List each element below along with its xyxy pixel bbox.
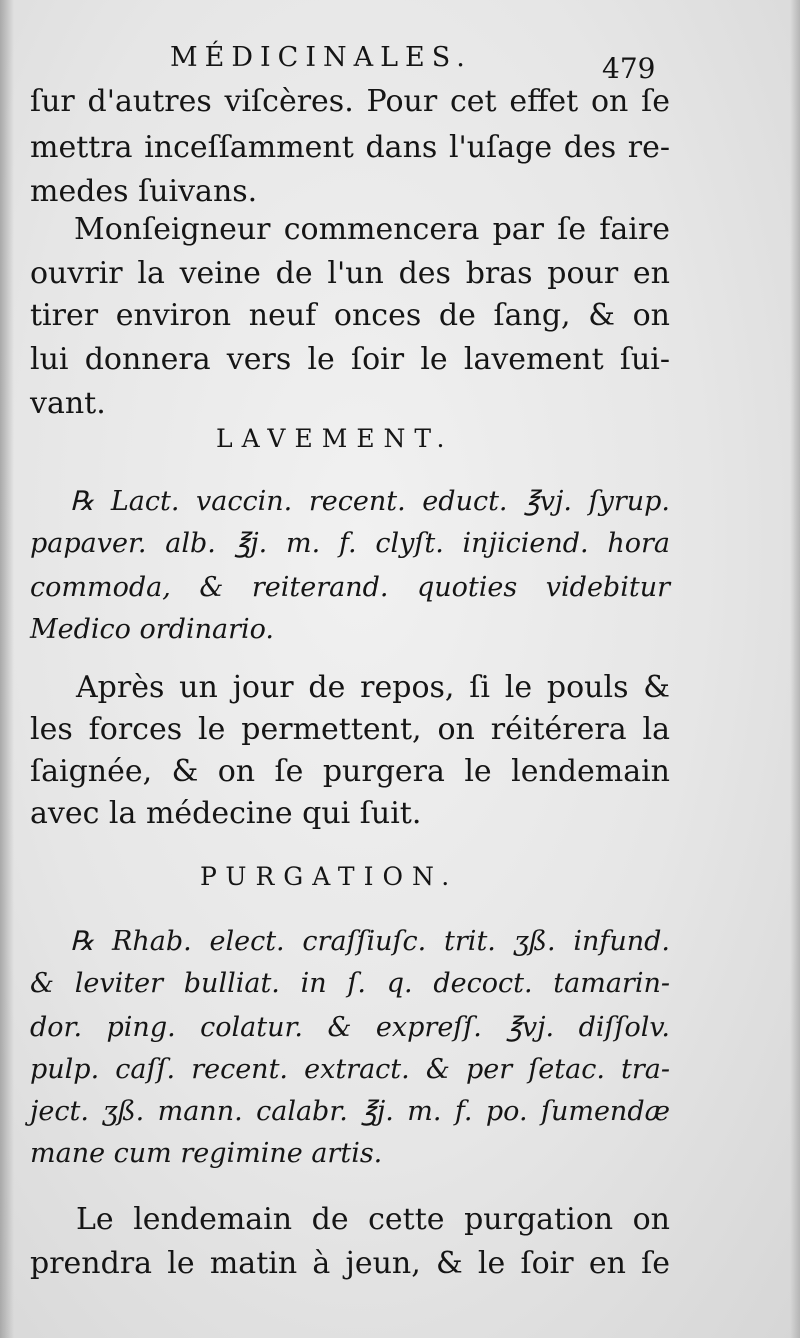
recipe-2-line-4: pulp. caſſ. recent. extract. & per ſetac. tra- xyxy=(30,1054,670,1085)
recipe-2-line-1: ℞ Rhab. elect. craſſiuſc. trit. ʒß. infund. xyxy=(70,926,670,957)
recipe-1-line-3: commoda, & reiterand. quoties videbitur xyxy=(30,572,670,603)
paragraph-3-line-4: avec la médecine qui ſuit. xyxy=(30,796,422,831)
paragraph-3-line-3: ſaignée, & on ſe purgera le lendemain xyxy=(30,754,670,789)
page-left-edge-shadow xyxy=(0,0,14,1338)
recipe-2-line-3: dor. ping. colatur. & expreſſ. ℥vj. diſſolv. xyxy=(30,1012,670,1043)
recipe-2-line-2: & leviter bulliat. in ſ. q. decoct. tamarin- xyxy=(30,968,670,999)
paragraph-4-line-2: prendra le matin à jeun, & le ſoir en ſe xyxy=(30,1246,670,1281)
paragraph-2-line-2: ouvrir la veine de l'un des bras pour en xyxy=(30,256,670,291)
paragraph-2-line-5: vant. xyxy=(30,386,106,421)
paragraph-2-line-3: tirer environ neuf onces de ſang, & on xyxy=(30,298,670,333)
paragraph-1-line-1: ſur d'autres viſcères. Pour cet effet on ſe xyxy=(30,84,670,119)
paragraph-2-line-4: lui donnera vers le ſoir le lavement ſui- xyxy=(30,342,670,377)
paragraph-3-line-2: les forces le permettent, on réitérera la xyxy=(30,712,670,747)
recipe-1-line-4: Medico ordinario. xyxy=(30,614,274,645)
running-head: MÉDICINALES. xyxy=(170,42,472,73)
paragraph-2-line-1: Monſeigneur commencera par ſe faire xyxy=(74,212,670,247)
paragraph-1-line-2: mettra inceſſamment dans l'uſage des re- xyxy=(30,130,670,165)
page-right-edge-shadow xyxy=(790,0,800,1338)
recipe-1-line-2: papaver. alb. ℥j. m. f. clyſt. injiciend. hora xyxy=(30,528,670,559)
paragraph-1-line-3: medes ſuivans. xyxy=(30,174,258,209)
page-number: 479 xyxy=(602,52,656,85)
section-heading-purgation: PURGATION. xyxy=(200,862,459,891)
paragraph-4-line-1: Le lendemain de cette purgation on xyxy=(76,1202,670,1237)
recipe-2-line-5: ject. ʒß. mann. calabr. ℥j. m. f. po. ſumendæ xyxy=(30,1096,670,1127)
recipe-1-line-1: ℞ Lact. vaccin. recent. educt. ℥vj. ſyrup. xyxy=(70,486,670,517)
recipe-2-line-6: mane cum regimine artis. xyxy=(30,1138,383,1169)
paragraph-3-line-1: Après un jour de repos, ſi le pouls & xyxy=(76,670,670,705)
section-heading-lavement: LAVEMENT. xyxy=(216,424,454,453)
